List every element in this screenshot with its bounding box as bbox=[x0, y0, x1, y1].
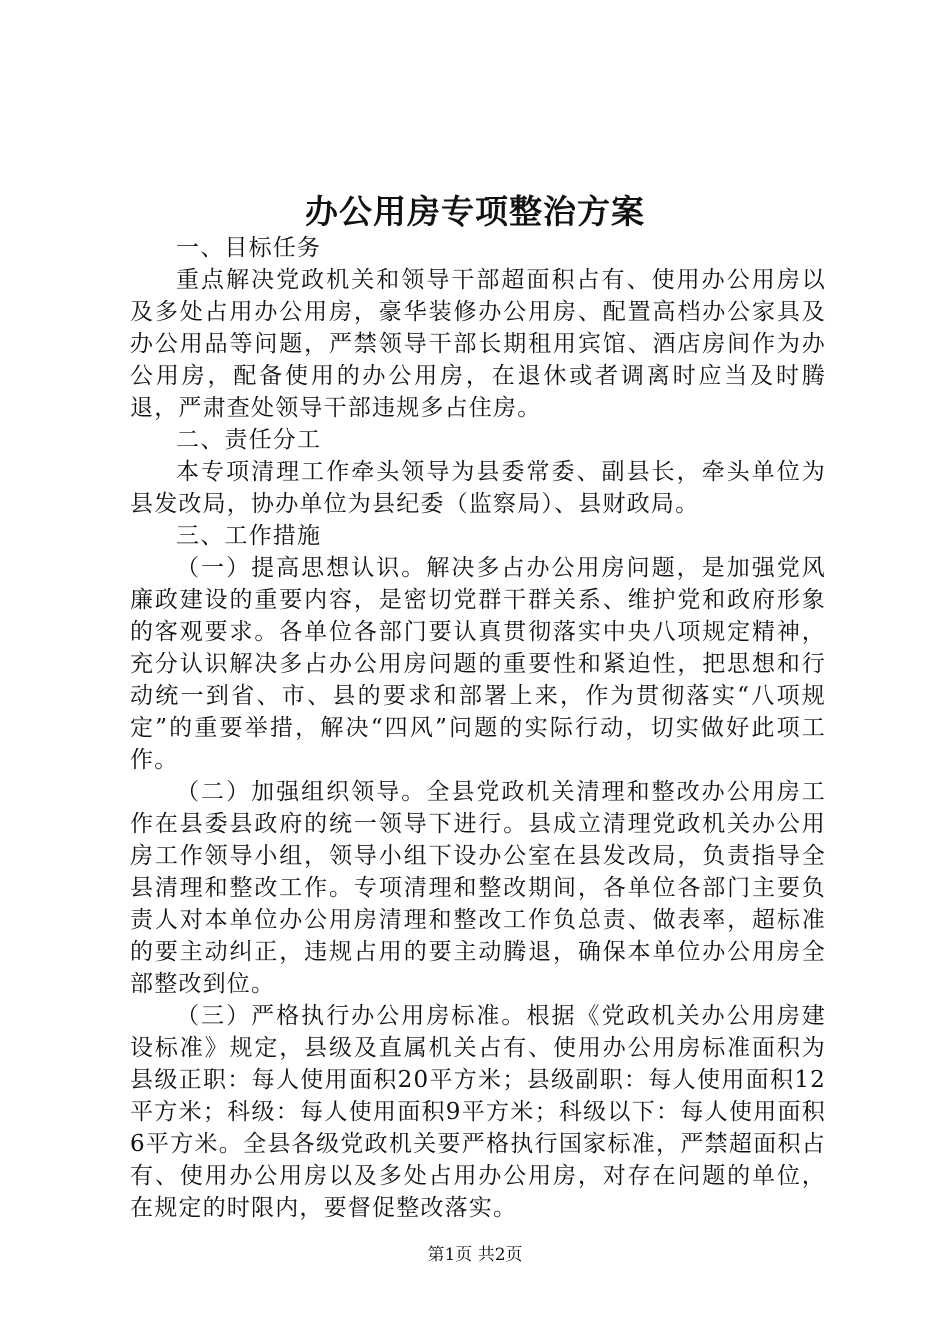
section-heading-goals: 一、目标任务 bbox=[176, 235, 322, 261]
paragraph-goals: 重点解决党政机关和领导干部超面积占有、使用办公用房以及多处占用办公用房，豪华装修办公用房、配置高档办公家具及办公用品等问题，严禁领导干部长期租用宾馆、酒店房间作为办公用房，配备使用的办公用房，在退休或者调离时应当及时腾退，严肃查处领导干部违规多占住房。 bbox=[130, 267, 826, 421]
document-body bbox=[130, 232, 826, 1224]
section-heading-measures: 三、工作措施 bbox=[176, 523, 322, 549]
document-title: 办公用房专项整治方案 bbox=[305, 192, 645, 231]
paragraph-responsibility: 本专项清理工作牵头领导为县委常委、副县长，牵头单位为县发改局，协办单位为县纪委（监察局）、县财政局。 bbox=[130, 459, 826, 517]
page-number-footer: 第1页 共2页 bbox=[427, 1245, 523, 1265]
paragraph-measure-3: （三）严格执行办公用房标准。根据《党政机关办公用房建设标准》规定，县级及直属机关占有、使用办公用房标准面积为县级正职：每人使用面积20平方米；县级副职：每人使用面积12平方米；科级：每人使用面积9平方米；科级以下：每人使用面积6平方米。全县各级党政机关要严格执行国家标准，严禁超面积占有、使用办公用房以及多处占用办公用房，对存在问题的单位，在规定的时限内，要督促整改落实。 bbox=[130, 1003, 826, 1221]
paragraph-measure-1: （一）提高思想认识。解决多占办公用房问题，是加强党风廉政建设的重要内容，是密切党群干群关系、维护党和政府形象的客观要求。各单位各部门要认真贯彻落实中央八项规定精神，充分认识解决多占办公用房问题的重要性和紧迫性，把思想和行动统一到省、市、县的要求和部署上来，作为贯彻落实“八项规定”的重要举措，解决“四风”问题的实际行动，切实做好此项工作。 bbox=[130, 555, 826, 773]
paragraph-measure-2: （二）加强组织领导。全县党政机关清理和整改办公用房工作在县委县政府的统一领导下进行。县成立清理党政机关办公用房工作领导小组，领导小组下设办公室在县发改局，负责指导全县清理和整改工作。专项清理和整改期间，各单位各部门主要负责人对本单位办公用房清理和整改工作负总责、做表率，超标准的要主动纠正，违规占用的要主动腾退，确保本单位办公用房全部整改到位。 bbox=[130, 779, 826, 997]
section-heading-responsibility: 二、责任分工 bbox=[176, 427, 322, 453]
